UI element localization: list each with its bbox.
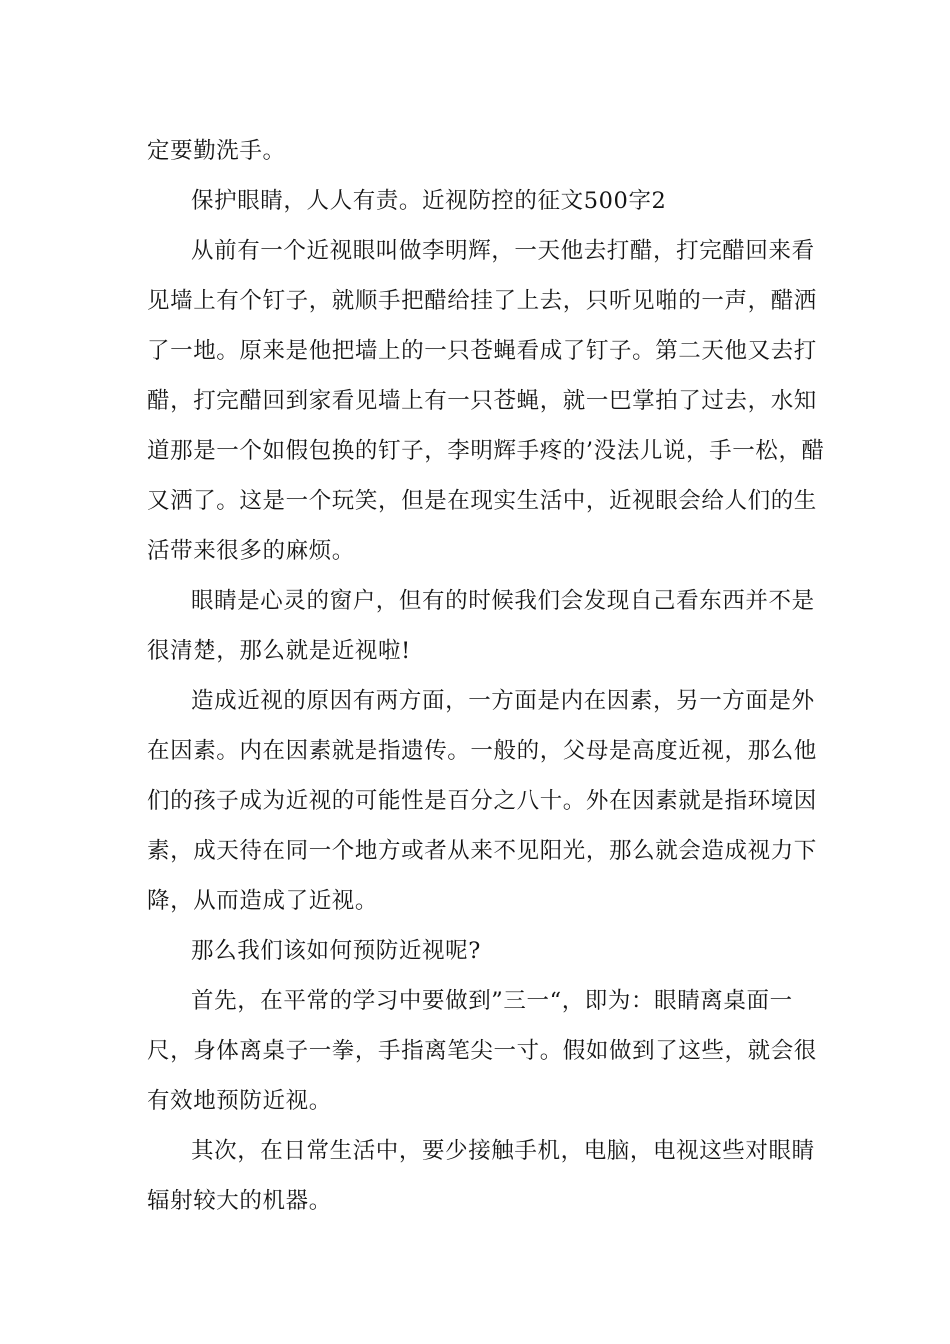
text-line: 活带来很多的麻烦。 (147, 538, 355, 564)
text-line: 首先，在平常的学习中要做到”三一“，即为：眼睛离桌面一 (191, 988, 793, 1014)
text-line: 见墙上有个钉子，就顺手把醋给挂了上去，只听见啪的一声，醋洒 (147, 288, 817, 314)
text-line: 在因素。内在因素就是指遗传。一般的，父母是高度近视，那么他 (147, 738, 817, 764)
text-line: 从前有一个近视眼叫做李明辉，一天他去打醋，打完醋回来看 (191, 238, 815, 264)
text-line: 造成近视的原因有两方面，一方面是内在因素，另一方面是外 (191, 688, 815, 714)
text-line: 又洒了。这是一个玩笑，但是在现实生活中，近视眼会给人们的生 (147, 488, 817, 514)
text-line: 素，成天待在同一个地方或者从来不见阳光，那么就会造成视力下 (147, 838, 817, 864)
text-line: 眼睛是心灵的窗户，但有的时候我们会发现自己看东西并不是 (191, 588, 815, 614)
text-line: 有效地预防近视。 (147, 1088, 332, 1114)
text-line: 了一地。原来是他把墙上的一只苍蝇看成了钉子。第二天他又去打 (147, 338, 817, 364)
section-heading: 保护眼睛，人人有责。近视防控的征文500字2 (191, 188, 667, 214)
text-line: 道那是一个如假包换的钉子，李明辉手疼的’没法儿说，手一松，醋 (147, 438, 825, 464)
text-line: 很清楚，那么就是近视啦! (147, 638, 411, 664)
text-line: 尺，身体离桌子一拳，手指离笔尖一寸。假如做到了这些，就会很 (147, 1038, 817, 1064)
text-line: 其次，在日常生活中，要少接触手机，电脑，电视这些对眼睛 (191, 1138, 815, 1164)
text-line: 醋，打完醋回到家看见墙上有一只苍蝇，就一巴掌拍了过去，水知 (147, 388, 817, 414)
text-line: 辐射较大的机器。 (147, 1188, 332, 1214)
text-line: 们的孩子成为近视的可能性是百分之八十。外在因素就是指环境因 (147, 788, 817, 814)
text-line: 降，从而造成了近视。 (147, 888, 379, 914)
text-line: 定要勤洗手。 (147, 138, 286, 164)
text-line: 那么我们该如何预防近视呢? (191, 938, 481, 964)
